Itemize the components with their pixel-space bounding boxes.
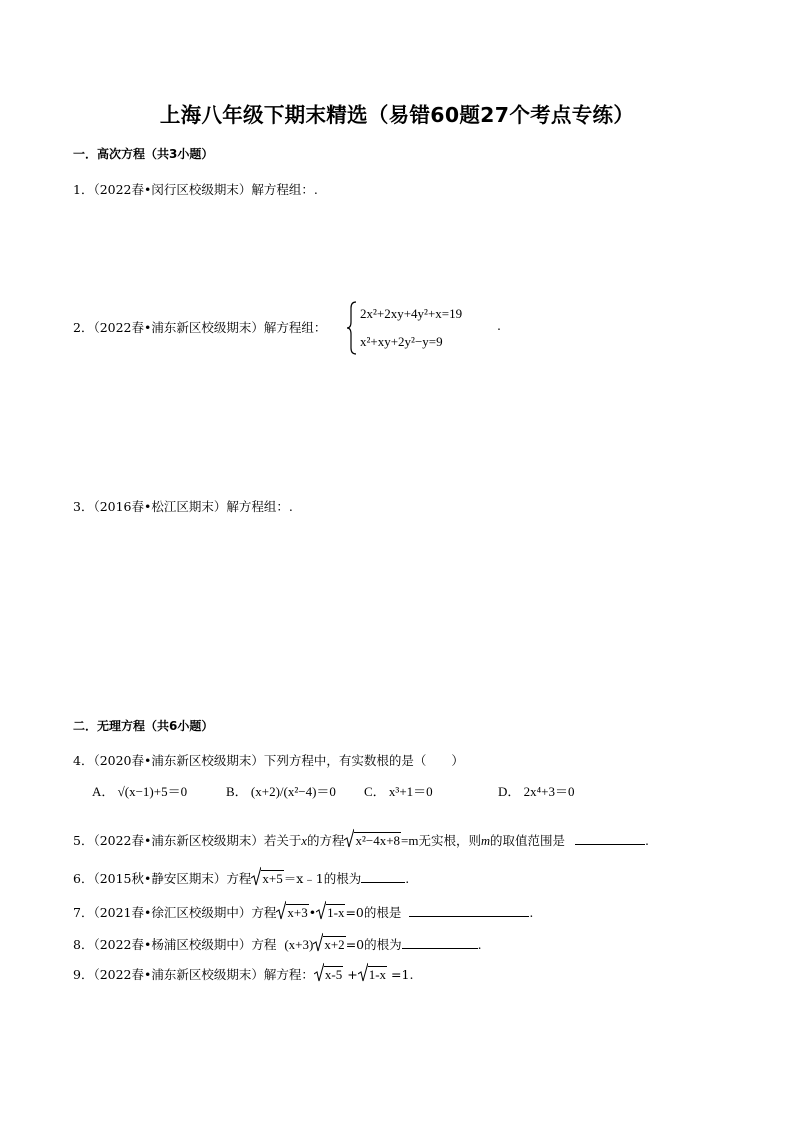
q7-dot: • (308, 905, 317, 920)
option-a-letter: A． (92, 784, 115, 799)
q8-end: . (477, 937, 482, 952)
option-c (364, 781, 433, 800)
question-6 (73, 866, 409, 887)
question-2-equation-1 (360, 306, 462, 322)
q5-radical (344, 828, 401, 848)
question-9 (73, 962, 413, 983)
option-b-text: (x+2)/(x²−4)＝0 (250, 784, 336, 799)
q5-tail2: 的取值范围是 (490, 833, 566, 848)
section-heading-irrational-equations: 二．无理方程（共6小题） (73, 719, 214, 733)
question-1: 1．（2022春•闵行区校级期末）解方程组：. (73, 182, 318, 197)
option-c-letter: C． (364, 784, 386, 799)
q7-radicand-1: x+3 (287, 905, 308, 920)
equation-1-text: 2x²+2xy+4y²+x=19 (360, 306, 463, 321)
q9-rhs: =1. (391, 967, 414, 982)
q6-radical (251, 866, 283, 886)
q9-plus: + (347, 967, 358, 982)
option-c-text: x³+1＝0 (388, 784, 433, 799)
q7-radicand-2: 1-x (327, 905, 345, 920)
q5-eq: =m (401, 833, 419, 848)
q5-end: . (645, 833, 650, 848)
option-d-text: 2x⁴+3＝0 (523, 784, 575, 799)
q7-prefix: 7．（2021春•徐汇区校级期中）方程 (73, 905, 277, 920)
q8-rhs: =0的根为 (345, 937, 402, 952)
q6-radicand: x+5 (262, 871, 283, 886)
equation-2-text: x²+xy+2y²−y=9 (360, 334, 443, 349)
page-title: 上海八年级下期末精选（易错60题27个考点专练） (159, 103, 635, 127)
answer-blank[interactable] (575, 832, 645, 845)
question-8 (73, 932, 482, 953)
q5-var-x: x (301, 834, 307, 848)
q6-end: . (405, 871, 410, 886)
q9-radical-2 (358, 962, 387, 982)
question-2-suffix: . (497, 318, 501, 333)
section-heading-higher-order-equations: 一．高次方程（共3小题） (73, 147, 214, 161)
q7-rhs: =0的根是 (345, 905, 402, 920)
q7-radical-2 (316, 900, 345, 920)
q5-prefix: 5．（2022春•浦东新区校级期末）若关于 (73, 833, 302, 848)
option-b-letter: B． (226, 784, 248, 799)
q9-prefix: 9．（2022春•浦东新区校级期末）解方程： (73, 967, 314, 982)
answer-blank[interactable] (409, 904, 529, 917)
option-d-letter: D． (498, 784, 521, 799)
q9-radical-1 (314, 962, 343, 982)
question-3: 3．（2016春•松江区期末）解方程组：. (73, 499, 293, 514)
q7-radical-1 (276, 900, 308, 920)
q6-rhs: ＝x﹣1的根为 (283, 871, 362, 886)
question-2-equation-2 (360, 334, 443, 350)
q5-radicand: x²−4x+8 (355, 833, 401, 848)
q5-mid: 的方程 (306, 833, 345, 848)
q9-radicand-1: x-5 (324, 967, 343, 982)
q8-factor: (x+3) (284, 937, 314, 952)
option-b (226, 781, 336, 800)
system-brace (346, 300, 358, 356)
question-5 (73, 828, 649, 849)
q5-var-m: m (481, 834, 491, 848)
answer-blank[interactable] (361, 870, 405, 883)
q9-radicand-2: 1-x (368, 967, 387, 982)
q7-end: . (529, 905, 534, 920)
q8-radical (313, 932, 345, 952)
question-4: 4．（2020春•浦东新区校级期末）下列方程中，有实数根的是（ ） (73, 753, 464, 768)
question-7 (73, 900, 533, 921)
q5-tail1: 无实根，则 (418, 833, 481, 848)
option-a-text: √(x−1)+5＝0 (117, 784, 188, 799)
q6-prefix: 6．（2015秋•静安区期末）方程 (73, 871, 252, 886)
answer-blank[interactable] (402, 936, 478, 949)
question-2-prefix: 2．（2022春•浦东新区校级期末）解方程组： (73, 320, 327, 335)
option-a (92, 781, 187, 800)
q8-radicand: x+2 (324, 937, 345, 952)
q8-prefix: 8．（2022春•杨浦区校级期中）方程 (73, 937, 277, 952)
option-d (498, 781, 575, 800)
